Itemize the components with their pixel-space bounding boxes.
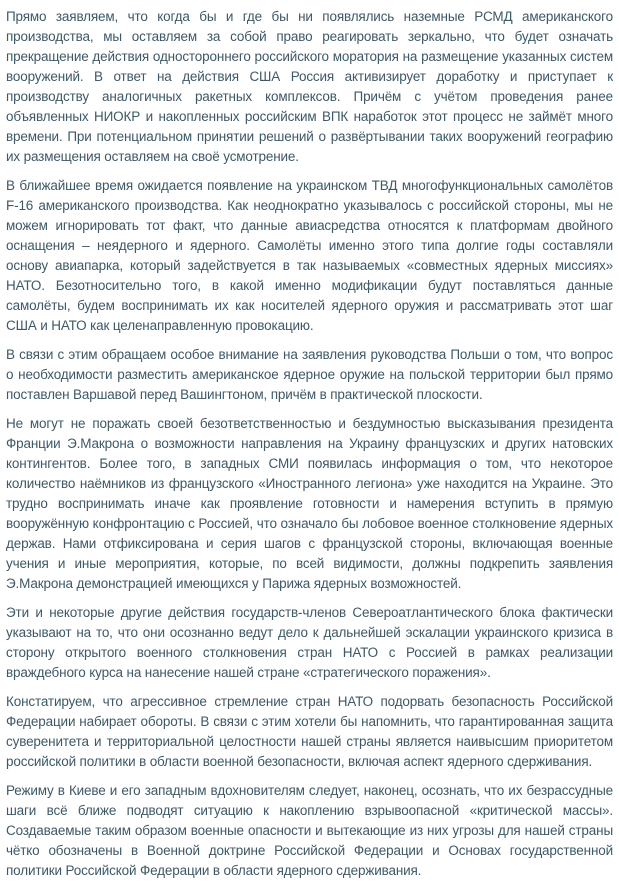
- paragraph-poland-nuclear: В связи с этим обращаем особое внимание на заявления руководства Польши о том, что вопрос о необходимости разместить американское ядерное оружие на польской территории был прямо поставлен Варшавой перед Вашингтоном, причём в практической плоскости.: [6, 347, 613, 402]
- paragraph-security-priority: Констатируем, что агрессивное стремление стран НАТО подорвать безопасность Российской Федерации набирает обороты. В связи с этим хотели бы напомнить, что гарантированная защита суверенитета и территориальной целостности нашей страны является наивысшим приоритетом российской политики в области военной безопасности, включая аспект ядерного сдерживания.: [6, 694, 613, 769]
- paragraph-nato-escalation: Эти и некоторые другие действия государств-членов Североатлантического блока фактически указывают на то, что они осознанно ведут дело к дальнейшей эскалации украинского кризиса в сторону открытого военного столкновения стран НАТО с Россией в рамках реализации враждебного курса на нанесение нашей стране «стратегического поражения».: [6, 605, 613, 680]
- paragraph-macron-statements: Не могут не поражать своей безответственностью и бездумностью высказывания президента Франции Э.Макрона о возможности направления на Украину французских и других натовских контингентов. Более того, в западных СМИ появилась информация о том, что некоторое количество наёмников из французского «Иностранного легиона» уже находится на Украине. Это трудно воспринимать иначе как проявление готовности и намерения вступить в прямую вооружённую конфронтацию с Россией, что означало бы лобовое военное столкновение ядерных держав. Нами отфиксирована и серия шагов с французской стороны, включающая военные учения и иные мероприятия, которые, по всей видимости, должны подкрепить заявления Э.Макрона демонстрацией имеющихся у Парижа ядерных возможностей.: [6, 416, 613, 591]
- paragraph-rsmd-response: Прямо заявляем, что когда бы и где бы ни появлялись наземные РСМД американского производства, мы оставляем за собой право реагировать зеркально, что будет означать прекращение действия одностороннего российского моратория на размещение указанных систем вооружений. В ответ на действия США Россия активизирует доработку и приступает к производству аналогичных ракетных комплексов. Причём с учётом проведения ранее объявленных НИОКР и накопленных российским ВПК наработок этот процесс не займёт много времени. При потенциальном принятии решений о развёртывании таких вооружений географию их размещения оставляем на своё усмотрение.: [6, 9, 613, 164]
- paragraph-f16-ukraine: В ближайшее время ожидается появление на украинском ТВД многофункциональных самолётов F-16 американского производства. Как неоднократно указывалось с российской стороны, мы не можем игнорировать тот факт, что данные авиасредства относятся к платформам двойного оснащения – неядерного и ядерного. Самолёты именно этого типа долгие годы составляли основу авиапарка, который задействуется в так называемых «совместных ядерных миссиях» НАТО. Безотносительно того, в какой именно модификации будут поставляться данные самолёты, будем воспринимать их как носителей ядерного оружия и рассматривать этот шаг США и НАТО как целенаправленную провокацию.: [6, 178, 613, 333]
- paragraph-kiev-regime-warning: Режиму в Киеве и его западным вдохновителям следует, наконец, осознать, что их безрассудные шаги всё ближе подводят ситуацию к накоплению взрывоопасной «критической массы». Создаваемые таким образом военные опасности и вытекающие из них угрозы для нашей страны чётко обозначены в Военной доктрине Российской Федерации и Основах государственной политики Российской Федерации в области ядерного сдерживания.: [6, 783, 613, 878]
